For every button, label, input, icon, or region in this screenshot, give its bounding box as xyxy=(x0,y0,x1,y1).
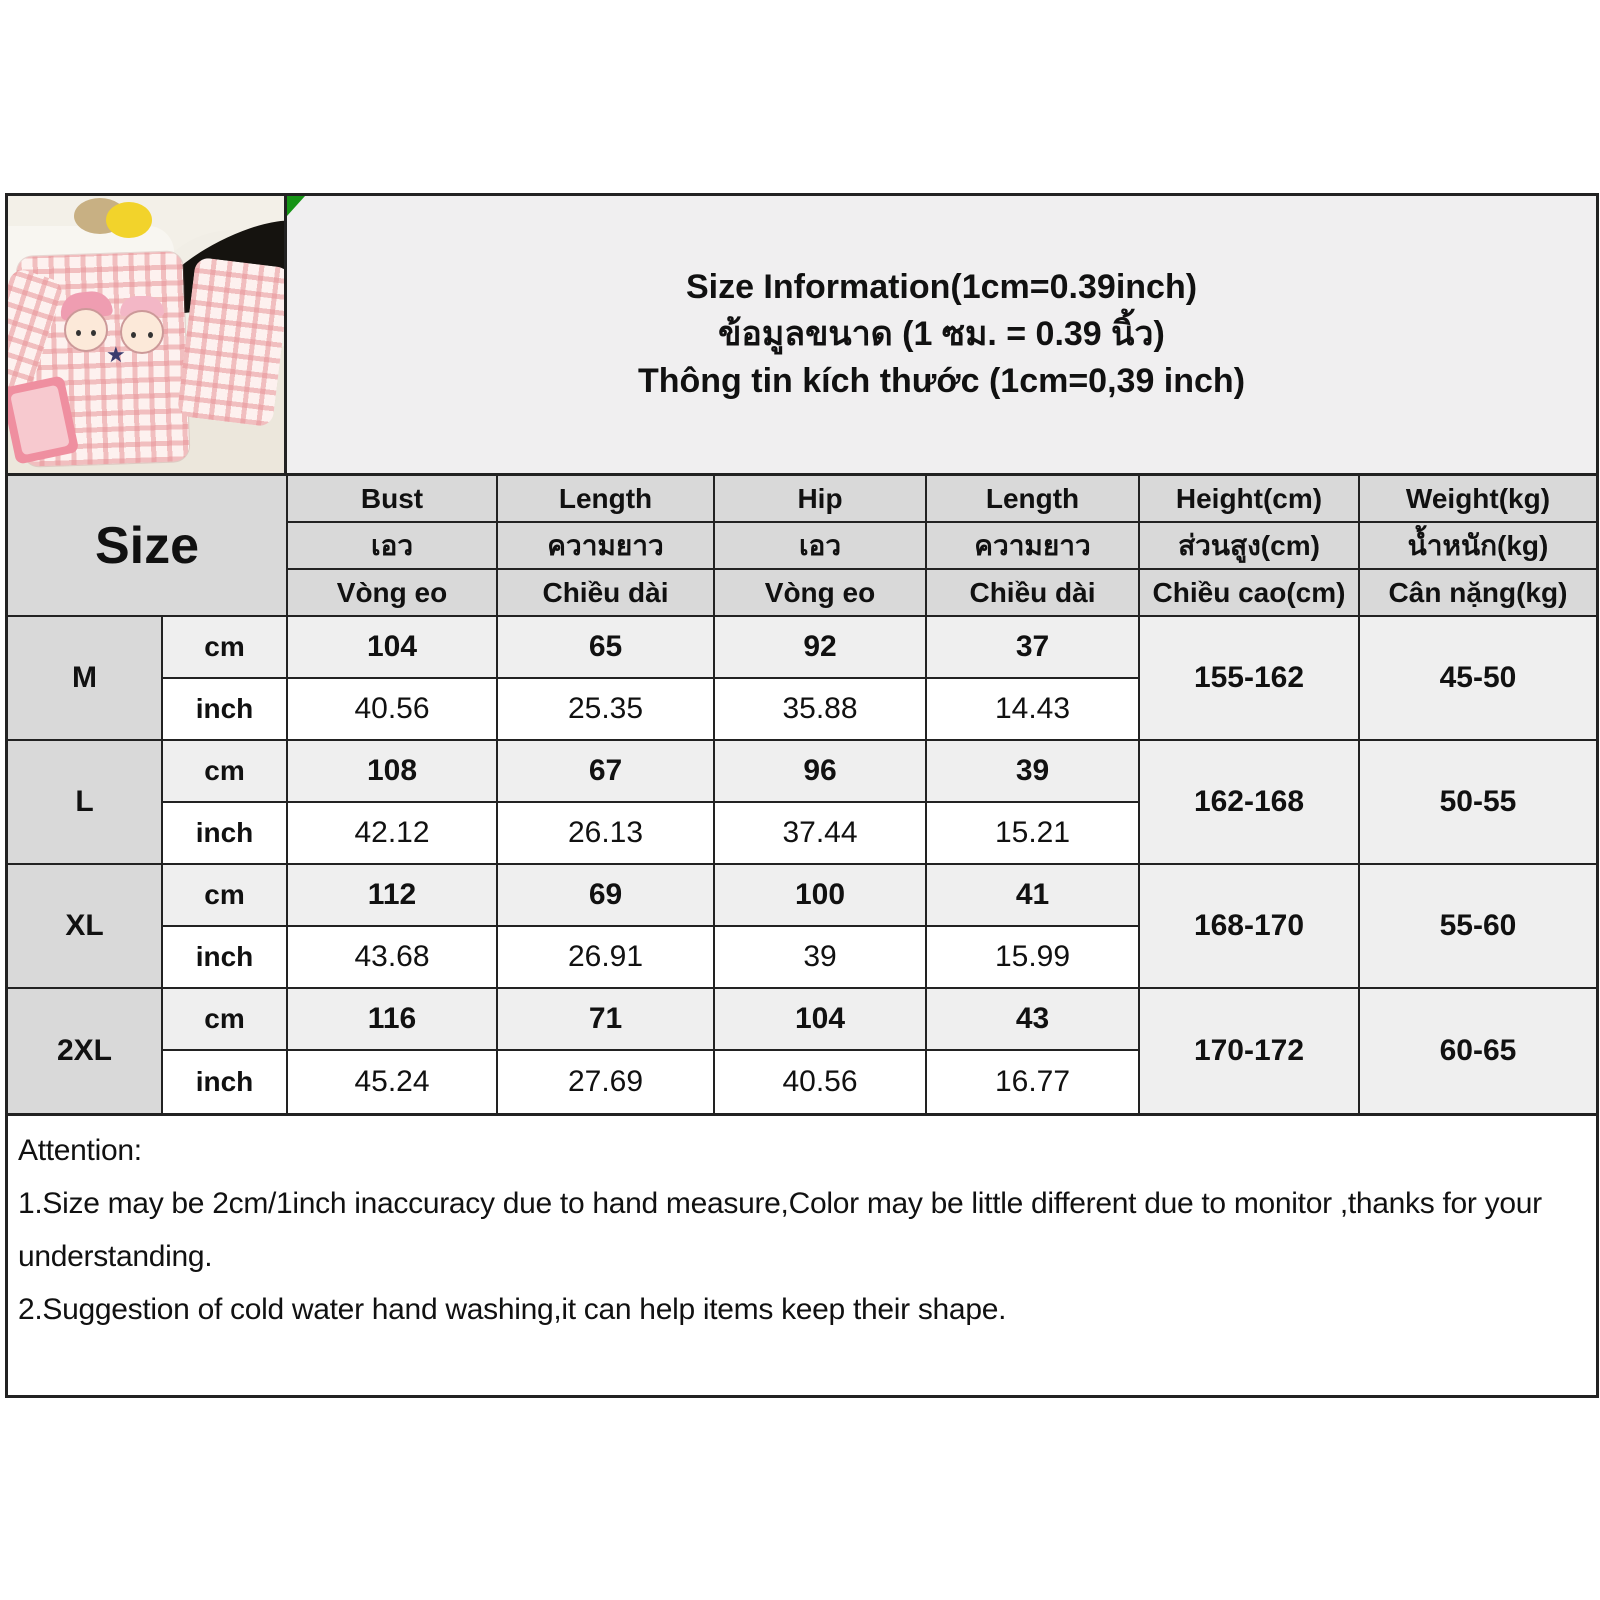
size-label-m: M xyxy=(8,617,163,741)
value-cell: 65 xyxy=(498,617,715,679)
col-header-height-vi: Chiều cao(cm) xyxy=(1140,570,1360,617)
col-header-length-en: Length xyxy=(498,476,715,523)
height-range-m: 155-162 xyxy=(1140,617,1360,741)
col-header-height-en: Height(cm) xyxy=(1140,476,1360,523)
cartoon-face xyxy=(120,310,164,354)
value-cell: 39 xyxy=(715,927,927,989)
star-decoration: ★ xyxy=(106,342,126,367)
unit-cm: cm xyxy=(163,865,288,927)
value-cell: 116 xyxy=(288,989,498,1051)
value-cell: 40.56 xyxy=(715,1051,927,1113)
attention-heading: Attention: xyxy=(18,1134,142,1167)
weight-range-xl: 55-60 xyxy=(1360,865,1596,989)
title-block xyxy=(5,193,1599,476)
unit-inch: inch xyxy=(163,1051,288,1113)
value-cell: 15.21 xyxy=(927,803,1140,865)
value-cell: 26.91 xyxy=(498,927,715,989)
value-cell: 41 xyxy=(927,865,1140,927)
attention-note xyxy=(5,1116,1599,1398)
unit-inch: inch xyxy=(163,927,288,989)
size-label-l: L xyxy=(8,741,163,865)
value-cell: 43.68 xyxy=(288,927,498,989)
col-header-hip-th: เอว xyxy=(715,523,927,570)
col-header-weight-th: น้ำหนัก(kg) xyxy=(1360,523,1596,570)
unit-cm: cm xyxy=(163,989,288,1051)
value-cell: 42.12 xyxy=(288,803,498,865)
col-header-bust-en: Bust xyxy=(288,476,498,523)
col-header-hip-vi: Vòng eo xyxy=(715,570,927,617)
col-header-length2-en: Length xyxy=(927,476,1140,523)
value-cell: 25.35 xyxy=(498,679,715,741)
value-cell: 104 xyxy=(288,617,498,679)
size-label-xl: XL xyxy=(8,865,163,989)
attention-line-1: 1.Size may be 2cm/1inch inaccuracy due to hand measure,Color may be little different due to monitor ,thanks for your understanding. xyxy=(18,1187,1542,1273)
value-cell: 27.69 xyxy=(498,1051,715,1113)
col-header-bust-vi: Vòng eo xyxy=(288,570,498,617)
pajama-shorts xyxy=(177,257,287,428)
value-cell: 37 xyxy=(927,617,1140,679)
value-cell: 67 xyxy=(498,741,715,803)
value-cell: 43 xyxy=(927,989,1140,1051)
unit-cm: cm xyxy=(163,617,288,679)
value-cell: 35.88 xyxy=(715,679,927,741)
title-vi: Thông tin kích thước (1cm=0,39 inch) xyxy=(637,362,1246,400)
col-header-height-th: ส่วนสูง(cm) xyxy=(1140,523,1360,570)
value-cell: 14.43 xyxy=(927,679,1140,741)
col-header-length2-vi: Chiều dài xyxy=(927,570,1140,617)
value-cell: 112 xyxy=(288,865,498,927)
weight-range-l: 50-55 xyxy=(1360,741,1596,865)
value-cell: 39 xyxy=(927,741,1140,803)
col-header-length2-th: ความยาว xyxy=(927,523,1140,570)
col-header-length-th: ความยาว xyxy=(498,523,715,570)
height-range-xl: 168-170 xyxy=(1140,865,1360,989)
unit-cm: cm xyxy=(163,741,288,803)
value-cell: 16.77 xyxy=(927,1051,1140,1113)
attention-line-2: 2.Suggestion of cold water hand washing,it can help items keep their shape. xyxy=(18,1293,1007,1326)
value-cell: 69 xyxy=(498,865,715,927)
size-header-cell: Size xyxy=(8,476,288,617)
title-cell xyxy=(287,196,1596,473)
value-cell: 100 xyxy=(715,865,927,927)
height-range-2xl: 170-172 xyxy=(1140,989,1360,1113)
height-range-l: 162-168 xyxy=(1140,741,1360,865)
value-cell: 45.24 xyxy=(288,1051,498,1113)
unit-inch: inch xyxy=(163,679,288,741)
value-cell: 104 xyxy=(715,989,927,1051)
col-header-length-vi: Chiều dài xyxy=(498,570,715,617)
col-header-bust-th: เอว xyxy=(288,523,498,570)
green-corner-marker xyxy=(287,196,305,216)
size-table xyxy=(5,476,1599,1116)
value-cell: 15.99 xyxy=(927,927,1140,989)
value-cell: 108 xyxy=(288,741,498,803)
title-en: Size Information(1cm=0.39inch) xyxy=(685,268,1198,306)
value-cell: 71 xyxy=(498,989,715,1051)
value-cell: 26.13 xyxy=(498,803,715,865)
weight-range-m: 45-50 xyxy=(1360,617,1596,741)
unit-inch: inch xyxy=(163,803,288,865)
lemon xyxy=(106,202,152,238)
col-header-weight-en: Weight(kg) xyxy=(1360,476,1596,523)
title-th: ข้อมูลขนาด (1 ซม. = 0.39 นิ้ว) xyxy=(718,315,1165,353)
cartoon-face xyxy=(64,308,108,352)
weight-range-2xl: 60-65 xyxy=(1360,989,1596,1113)
value-cell: 96 xyxy=(715,741,927,803)
size-chart xyxy=(5,193,1599,1398)
product-photo xyxy=(8,196,287,473)
value-cell: 92 xyxy=(715,617,927,679)
value-cell: 37.44 xyxy=(715,803,927,865)
col-header-hip-en: Hip xyxy=(715,476,927,523)
col-header-weight-vi: Cân nặng(kg) xyxy=(1360,570,1596,617)
value-cell: 40.56 xyxy=(288,679,498,741)
size-label-2xl: 2XL xyxy=(8,989,163,1113)
